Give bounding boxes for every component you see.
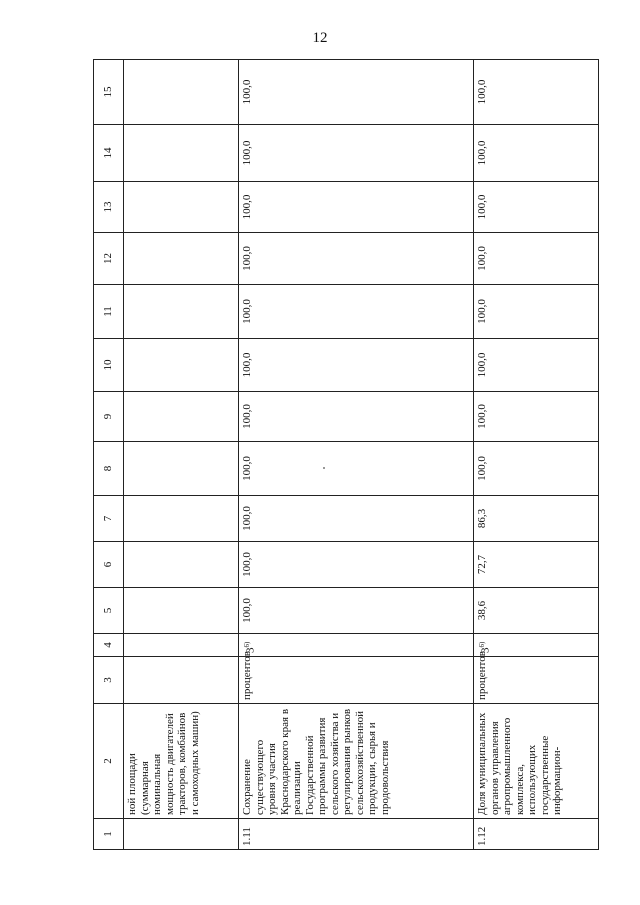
value-cell — [124, 285, 239, 339]
indicator-name: Доля муниципальных органов управления агропромышленного комплекса, использующих государственные информацион- — [474, 704, 599, 819]
rotated-table-area — [93, 60, 598, 850]
base-cell — [474, 634, 599, 657]
value-cell: 100,0 — [474, 60, 599, 125]
value-cell: 100,0 — [239, 125, 474, 182]
footnote-mark: 6) — [478, 641, 486, 648]
value-cell: 100,0 — [474, 182, 599, 233]
value-cell: 100,0 — [239, 496, 474, 542]
header-cell: 3 — [94, 657, 124, 704]
header-cell: 9 — [94, 392, 124, 442]
value-cell — [124, 125, 239, 182]
value-cell: 72,7 — [474, 542, 599, 588]
value-cell: 100,0 — [474, 339, 599, 392]
value-cell — [124, 182, 239, 233]
value-cell: 100,0 — [239, 588, 474, 634]
value-cell — [124, 339, 239, 392]
value-cell: 100,0 — [239, 339, 474, 392]
row-code: 1.11 — [239, 819, 474, 850]
row-code — [124, 819, 239, 850]
value-cell: 100,0 — [474, 125, 599, 182]
value-cell: 100,0 — [474, 392, 599, 442]
value-cell: 86,3 — [474, 496, 599, 542]
value-cell — [124, 392, 239, 442]
base-value: 3 — [244, 647, 257, 653]
indicator-table — [93, 59, 599, 850]
header-cell: 12 — [94, 233, 124, 285]
table-row — [239, 60, 474, 850]
row-code: 1.12 — [474, 819, 599, 850]
value-cell — [124, 496, 239, 542]
header-cell: 6 — [94, 542, 124, 588]
value-cell: 100,0 — [239, 182, 474, 233]
unit-cell: процентов — [239, 657, 474, 704]
value-cell: 100,0 — [239, 233, 474, 285]
value-cell: 100,0 — [239, 542, 474, 588]
value-cell — [124, 542, 239, 588]
value-cell: 100,0 — [474, 285, 599, 339]
value-cell: 100,0 — [239, 392, 474, 442]
scan-speck — [323, 467, 325, 469]
base-cell — [239, 634, 474, 657]
value-cell — [124, 442, 239, 496]
value-cell: 100,0 — [239, 442, 474, 496]
value-cell: 100,0 — [474, 233, 599, 285]
footnote-mark: 6) — [243, 641, 251, 648]
header-cell: 13 — [94, 182, 124, 233]
header-cell: 2 — [94, 704, 124, 819]
header-cell: 4 — [94, 634, 124, 657]
value-cell — [124, 588, 239, 634]
header-cell: 1 — [94, 819, 124, 850]
base-cell — [124, 634, 239, 657]
value-cell: 100,0 — [239, 285, 474, 339]
header-cell: 15 — [94, 60, 124, 125]
unit-cell: процентов — [474, 657, 599, 704]
header-cell: 7 — [94, 496, 124, 542]
header-cell: 11 — [94, 285, 124, 339]
table-row — [474, 60, 599, 850]
base-value: 3 — [479, 647, 492, 653]
header-cell: 5 — [94, 588, 124, 634]
indicator-name: ной площади (суммарная номинальная мощность двигателей тракторов, комбайнов и самоходных машин) — [124, 704, 239, 819]
header-cell: 8 — [94, 442, 124, 496]
unit-cell — [124, 657, 239, 704]
header-cell: 14 — [94, 125, 124, 182]
header-row — [94, 60, 124, 850]
page-number: 12 — [312, 30, 328, 46]
value-cell: 100,0 — [474, 442, 599, 496]
table-row — [124, 60, 239, 850]
value-cell: 38,6 — [474, 588, 599, 634]
rotated-table-container — [93, 60, 598, 850]
header-cell: 10 — [94, 339, 124, 392]
value-cell: 100,0 — [239, 60, 474, 125]
value-cell — [124, 233, 239, 285]
value-cell — [124, 60, 239, 125]
indicator-name: Сохранение существующего уровня участия Краснодарского края в реализации Государственной программы развития сельского хозяйства и регулирования рынков сельскохозяйственной продукции, сырья и продовольствия — [239, 704, 474, 819]
